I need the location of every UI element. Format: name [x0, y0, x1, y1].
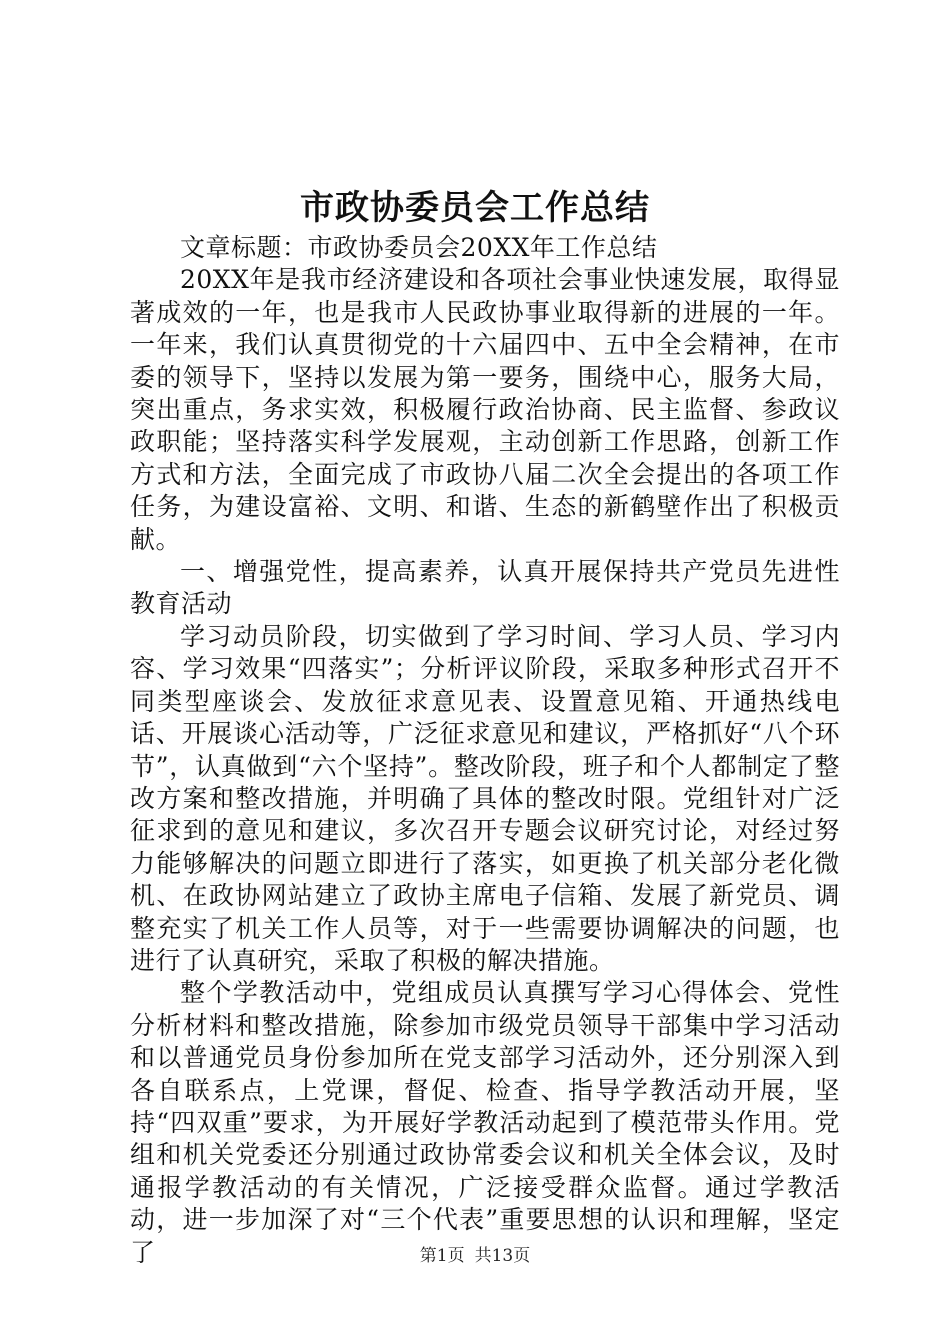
- page-number: 第1页: [419, 1246, 465, 1266]
- page-footer: [0, 1244, 950, 1268]
- section-heading-1: 一、增强党性，提高素养，认真开展保持共产党员先进性教育活动: [130, 557, 840, 619]
- paragraph-activity-summary: 整个学教活动中，党组成员认真撰写学习心得体会、党性分析材料和整改措施，除参加市级党员领导干部集中学习活动和以普通党员身份参加所在党支部学习活动外，还分别深入到各自联系点，上党课，督促、检查、指导学教活动开展，坚持“四双重”要求，为开展好学教活动起到了模范带头作用。党组和机关党委还分别通过政协常委会议和机关全体会议，及时通报学教活动的有关情况，广泛接受群众监督。通过学教活动，进一步加深了对“三个代表”重要思想的认识和理解，坚定了: [130, 978, 840, 1267]
- paragraph-learning-phase: 学习动员阶段，切实做到了学习时间、学习人员、学习内容、学习效果“四落实”；分析评议阶段，采取多种形式召开不同类型座谈会、发放征求意见表、设置意见箱、开通热线电话、开展谈心活动等，广泛征求意见和建议，严格抓好“八个环节”，认真做到“六个坚持”。整改阶段，班子和个人都制定了整改方案和整改措施，并明确了具体的整改时限。党组针对广泛征求到的意见和建议，多次召开专题会议研究讨论，对经过努力能够解决的问题立即进行了落实，如更换了机关部分老化微机、在政协网站建立了政协主席电子信箱、发展了新党员、调整充实了机关工作人员等，对于一些需要协调解决的问题，也进行了认真研究，采取了积极的解决措施。: [130, 621, 840, 975]
- page-total: 共13页: [474, 1246, 531, 1266]
- document-title: 市政协委员会工作总结: [300, 188, 650, 228]
- document-body: [130, 232, 840, 1269]
- paragraph-intro: 20XX年是我市经济建设和各项社会事业快速发展，取得显著成效的一年，也是我市人民政协事业取得新的进展的一年。一年来，我们认真贯彻党的十六届四中、五中全会精神，在市委的领导下，坚持以发展为第一要务，围绕中心，服务大局，突出重点，务求实效，积极履行政治协商、民主监督、参政议政职能；坚持落实科学发展观，主动创新工作思路，创新工作方式和方法，全面完成了市政协八届二次全会提出的各项工作任务，为建设富裕、文明、和谐、生态的新鹤壁作出了积极贡献。: [130, 265, 840, 554]
- article-title-line: 文章标题：市政协委员会20XX年工作总结: [180, 233, 658, 262]
